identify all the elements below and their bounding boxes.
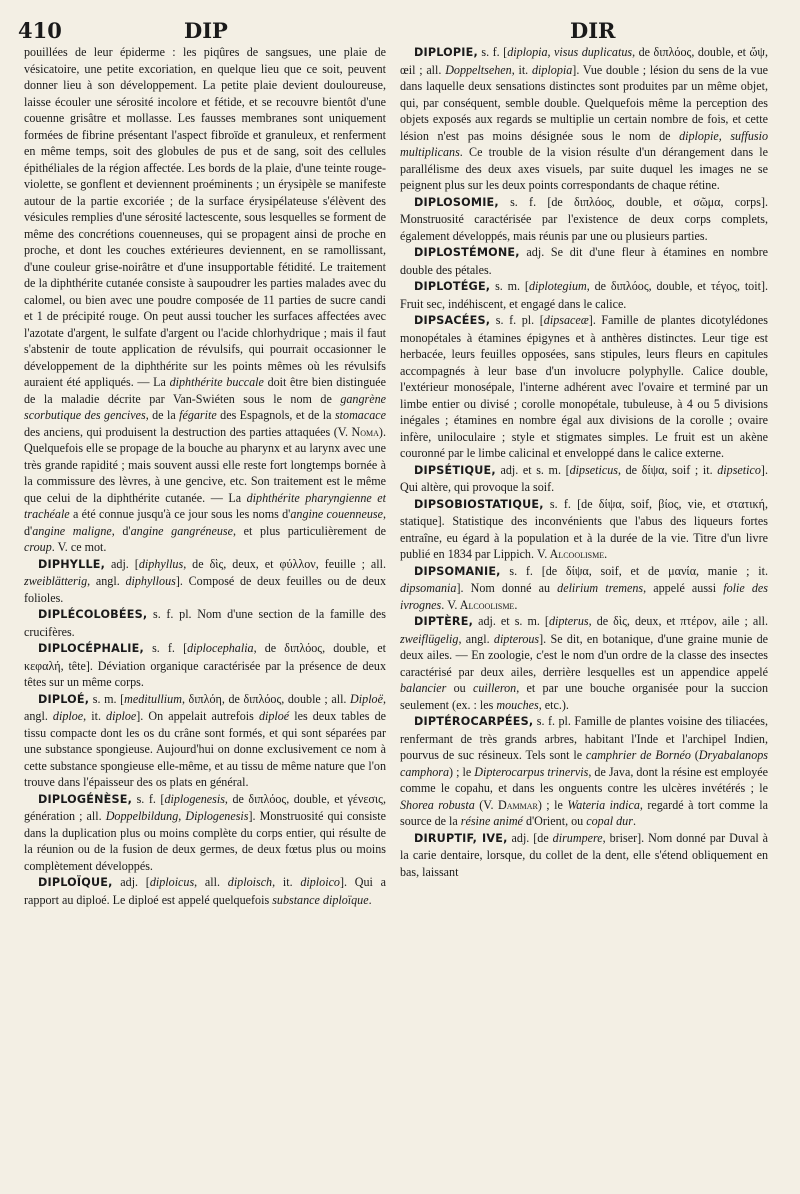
entry-diplosomie (400, 194, 768, 245)
entry-dipsomanie (400, 563, 768, 614)
headword: DIPLOTÉGE, (414, 280, 491, 293)
entry-dipsobiostatique (400, 496, 768, 563)
entry-text: ou (446, 681, 474, 695)
italic-term: diphthérite buccale (169, 375, 264, 389)
running-head-left: DIP (184, 18, 228, 43)
italic-term: Dryabalanops camphora (400, 748, 768, 779)
italic-term: delirium tremens (557, 581, 644, 595)
italic-term: balancier (400, 681, 447, 695)
entry-text: ]. Vue double ; lésion du sens de la vue dans laquelle deux sensations distinctes sont produites par un même objet, qui, par conséquent, semble double. Quelquefois même la perception des objets exposés aux regards se multiplie un certain nombre de fois, et cette lésion n'est pas moins désignée sous le nom de (400, 62, 768, 143)
italic-term: diploe (52, 709, 84, 723)
running-head-right: DIR (570, 18, 616, 43)
entry-text: ) ; le (449, 764, 475, 779)
headword: DIPLOSTÉMONE, (414, 246, 520, 259)
entry-text: , angl. (87, 574, 126, 588)
headword: DIPLOGÉNÈSE, (38, 792, 133, 806)
italic-term: diphyllus (138, 556, 184, 571)
italic-term: dirumpere (552, 830, 603, 845)
entry-text: s. f. [ (143, 641, 188, 655)
headword: DIPSOMANIE, (414, 564, 501, 578)
italic-term: copal dur (586, 814, 633, 828)
entry-text: , angl. (24, 691, 386, 723)
entry-text: ]. Famille de plantes dicotylédones monopétales à étamines épigynes et à anthères distinctes. Leur tige est herbacée, leurs feuilles opposées, sans stipules, leurs fleurs en capitules accompagnés à leur base d'un involucre polyphylle. Calice double, l'extérieur monosépale, l'interne adhérent avec l'ovaire et terminé par un limbe entier ou divisé ; corolle monopétale, tubuleuse, à 4 ou 5 divisions inégales ; étamines en nombre égal aux divisions de la corolle ; ovaire infère, uniloculaire ; style et stigmates simples. Le fruit est un akène couronné par le limbe calicinal et enveloppé dans le calice externe. (400, 313, 768, 460)
cross-reference: V. Alcoolisme (537, 547, 605, 561)
italic-term: angine gangréneuse (130, 523, 233, 538)
entry-text: , et par une bouche organisée pour la succion seulement (ex. : les (400, 681, 768, 712)
entry-text: des Espagnols, et de la (216, 408, 335, 422)
headword: DIPLOCÉPHALIE, (38, 642, 144, 655)
italic-term: diploé (258, 709, 290, 723)
italic-term: angine maligne (32, 523, 112, 538)
italic-term: Wateria indica (567, 797, 640, 812)
entry-diptere (400, 613, 768, 713)
entry-text: . V. ce mot. (51, 540, 107, 554)
entry-text: , de δὶς, deux, et φύλλον, feuille ; all. (183, 556, 386, 571)
entry-diruptif (400, 830, 768, 881)
entry-text: doit être bien distinguée de la maladie décrite par Van-Swiéten sous le nom de (24, 375, 386, 406)
entry-text: . Ce trouble de la vision résulte d'un dérangement dans le parallélisme des deux axes visuels, par suite duquel les images ne se peignent plus sur les deux points correspondants de chaque rétine. (400, 145, 768, 192)
headword: DIPLÉCOLOBÉES, (38, 608, 148, 621)
headword: DIRUPTIF, IVE, (414, 831, 508, 845)
entry-text: pouillées de leur épiderme : les piqûres de sangsues, une plaie de vésicatoire, une petite excoriation, en quelque lieu que ce soit, peuvent donner lieu à son développement. La petite plaie devient douloureuse, laisse écouler une sérosité incolore et fétide, et se recouvre bientôt d'une couenne grisâtre et mollasse. Les fausses membranes sont uniquement formées de fibrine présentant l'aspect fibroïde et granuleux, et renferment en même temps, soit des globules de pus et de sang, soit des cellules épithéliales de la région affectée. Les bords de la plaie, d'une teinte rouge-violette, se gonflent et deviennent proéminents ; un érysipèle se manifeste autour de la partie excoriée ; de la surface érysipélateuse s'élèvent des vésicules remplies d'une sérosité lactescente, sous lesquelles se forment de même des concrétions couenneuses, qui se propagent ainsi de proche en proche, et dont les couches extérieures deviennent, en se ramollissant, d'une couleur grise-noirâtre et d'une insupportable fétidité. Le traitement de la diphthérite cutanée consiste à saupoudrer les parties malades avec du calomel, ou bien avec une poudre composée de 11 parties de sucre candi et 1 de précipité rouge. On peut aussi toucher les surfaces affectées avec l'azotate d'argent, le sulfate d'argent ou l'acide chlorhydrique ; mais il faut s'abstenir de toute application de révulsifs, qui pourrait occasionner le développement de la diphthérite sur les points mêmes où les révulsifs auraient été appliqués. — La (24, 45, 386, 389)
italic-term: stomacace (334, 408, 386, 422)
italic-term: zweiblätterig (24, 574, 88, 588)
entry-text: s. f. [de δίψα, soif, et de μανία, manie ; it. (500, 563, 768, 578)
entry-text: des anciens, qui produisent la destruction des parties attaquées ( (24, 424, 338, 439)
entry-text: . (604, 547, 608, 561)
italic-term: diplopia (531, 62, 573, 77)
entry-text: ) ; le (537, 797, 568, 812)
headword: DIPLOÏQUE, (38, 876, 113, 889)
entry-text: , it. (272, 875, 301, 889)
entry-diploe (24, 691, 386, 791)
left-column (24, 44, 386, 1184)
italic-term: diplogenesis (164, 791, 225, 806)
cross-reference: V. Noma (337, 424, 379, 439)
entry-text: adj. et s. m. [ (473, 614, 549, 628)
entry-text: , angl. (458, 631, 494, 646)
entry-text: , et plus particulièrement de (232, 523, 386, 538)
entry-text: ]. Monstruosité qui consiste dans la duplication plus ou moins complète du corps entier, qui résulte de la réunion ou de la fusion de deux germes, de deux fœtus plus ou moins complètement développés. (24, 809, 386, 873)
italic-term: diploisch (227, 875, 273, 889)
entry-text: , διπλόη, de διπλόος, double ; all. (181, 691, 351, 706)
entry-text: ]. Nom donné au (456, 581, 558, 595)
cross-reference: V. Dammar (483, 797, 538, 812)
italic-term: dipterous (493, 631, 540, 646)
italic-term: résine animé (460, 814, 523, 828)
entry-text: , etc.). (538, 697, 569, 712)
entry-diplocephalie (24, 640, 386, 691)
entry-text: adj. Se dit d'une fleur à étamines en nombre double des pétales. (400, 245, 768, 277)
entry-text: ]. On appelait autrefois (136, 709, 259, 723)
entry-text: , de δίψα, soif ; it. (618, 462, 718, 477)
italic-term: dipsaceæ (543, 313, 589, 327)
entry-text: s. f. pl. Nom d'une section de la famille des crucifères. (24, 607, 386, 639)
continued-entry-diphtherite (24, 44, 386, 556)
right-column (400, 44, 768, 1184)
italic-term: dipseticus (569, 462, 618, 477)
italic-term: diplotegium (528, 279, 587, 293)
italic-term: fégarite (179, 408, 217, 422)
entry-dipterocarpees (400, 713, 768, 830)
entry-text: s. f. [ (477, 45, 508, 59)
entry-text: . (441, 597, 448, 612)
entry-text: , all. (194, 875, 228, 889)
headword: DIPSÉTIQUE, (414, 463, 496, 477)
italic-term: zweiflügelig (400, 631, 459, 646)
italic-term: diplocephalia (187, 641, 254, 655)
italic-term: Doppelbildung, Diplogenesis (105, 809, 249, 823)
entry-text: s. f. [de διπλόος, double, et σῶμα, corps]. Monstruosité caractérisée par l'existence de deux corps complets, également développés, mais réunis par une ou plusieurs parties. (400, 194, 768, 243)
entry-text: , de δὶς, deux, et πτέρον, aile ; all. (588, 614, 768, 628)
italic-term: gangrène scorbutique des gencives (24, 391, 386, 422)
headword: DIPLOSOMIE, (414, 195, 499, 209)
entry-text: , de διπλόος, double, et γένεσις, génération ; all. (24, 791, 386, 823)
entry-diplecolobees (24, 606, 386, 640)
italic-term: camphrier de Bornéo (585, 748, 691, 762)
italic-term: folie des ivrognes (400, 581, 768, 612)
italic-term: diploe (106, 709, 137, 723)
entry-text: s. f. pl. Famille de plantes voisine des tiliacées, renfermant de très grands arbres, habitant l'Inde et l'archipel Indien, pourvus de suc résineux. Tels sont le (400, 714, 768, 762)
entry-text: ]. Composé de deux feuilles ou de deux folioles. (24, 574, 386, 605)
headword: DIPHYLLE, (38, 557, 106, 571)
entry-dipsacees (400, 312, 768, 462)
entry-text: adj. et s. m. [ (495, 462, 570, 477)
headword: DIPTÉROCARPÉES, (414, 715, 534, 728)
entry-text: s. m. [ (89, 691, 125, 706)
entry-text: , de διπλόος, double, et ὤψ, œil ; all. (400, 45, 768, 77)
italic-term: substance diploïque (272, 892, 369, 907)
entry-text: , regardé à tort comme la source de la (400, 797, 768, 828)
headword: DIPSACÉES, (414, 314, 491, 327)
entry-diploique (24, 874, 386, 908)
italic-term: Diploë (350, 691, 383, 706)
entry-text: , it. (511, 62, 532, 77)
entry-text: s. f. pl. [ (490, 313, 544, 327)
entry-text: ( (474, 797, 484, 812)
cross-reference: V. Alcoolisme (447, 597, 515, 612)
entry-text: les deux tables de tissu compacte dont les os du crâne sont formés, et qui sont séparées par une substance spongieuse. Aujourd'hui on donne exclusivement ce nom à cette substance spongieuse elle-même, et au tissu de même nature que l'on trouve dans l'épaisseur des os plats en général. (24, 709, 386, 789)
entry-dipsetique (400, 462, 768, 496)
italic-term: dipsetico (717, 462, 761, 477)
entry-text: ). Quelquefois elle se propage de la bouche au pharynx et au larynx avec une très grande rapidité ; mais souvent aussi elle reste fort longtemps bornée à la commissure des lèvres, à une gencive, etc. Son traitement est le même que celui de la diphthérite cutanée. — La (24, 424, 386, 505)
italic-term: Dipterocarpus trinervis (474, 764, 589, 779)
entry-text: , briser]. Nom donné par Duval à la carie dentaire, lorsque, du collet de la dent, elle s'étend obliquement en bas, laissant (400, 830, 768, 879)
headword: DIPTÈRE, (414, 615, 474, 628)
entry-text: d'Orient, ou (522, 814, 587, 828)
entry-text: , de διπλόος, double, et κεφαλή, tête]. Déviation organique caractérisée par la présence de deux têtes sur un même corps. (24, 641, 386, 689)
entry-text: adj. [ (112, 875, 150, 889)
italic-term: Shorea robusta (400, 797, 475, 812)
entry-text: s. f. [ (132, 791, 165, 806)
italic-term: cuilleron (473, 681, 517, 695)
entry-text: ( (690, 748, 699, 762)
italic-term: diploico (300, 875, 340, 889)
entry-text: . (514, 597, 518, 612)
italic-term: diphyllous (125, 574, 176, 588)
entry-text: , d' (111, 523, 131, 538)
entry-diplostemone (400, 244, 768, 278)
entry-text: , de διπλόος, double, et τέγος, toit]. Fruit sec, indéhiscent, et engagé dans le calice. (400, 279, 768, 311)
italic-term: diploicus (149, 875, 195, 889)
entry-text: ]. Se dit, en botanique, d'une graine munie de deux ailes. — En zoologie, c'est le nom d'un ordre de la classe des insectes caractérisé par deux ailes, derrière lesquelles est un appendice appelé (400, 631, 768, 679)
entry-text: s. m. [ (490, 279, 529, 293)
entry-diplopie (400, 44, 768, 194)
entry-diphylle (24, 556, 386, 607)
entry-text: ]. Qui altère, qui provoque la soif. (400, 462, 768, 494)
entry-text: , it. (83, 709, 107, 723)
italic-term: dipterus (548, 614, 589, 628)
headword: DIPSOBIOSTATIQUE, (414, 497, 544, 511)
italic-term: diphthérite pharyngienne et trachéale (24, 490, 386, 521)
italic-term: meditullium (124, 691, 182, 706)
entry-text: a été connue jusqu'à ce jour sous les noms d' (69, 507, 291, 521)
entry-text: , de Java, dont la résine est employée comme le copahu, et dans les onguents contre les ulcères invétérés ; le (400, 764, 768, 795)
italic-term: Doppeltsehen (445, 62, 512, 77)
italic-term: diplopia, visus duplicatus (507, 45, 633, 59)
entry-text: . (632, 814, 636, 828)
italic-term: mouches (496, 697, 539, 712)
entry-text: adj. [de (507, 830, 553, 845)
headword: DIPLOÉ, (38, 692, 90, 706)
headword: DIPLOPIE, (414, 46, 478, 59)
italic-term: diplopie, suffusio multiplicans (400, 128, 768, 159)
entry-text: ]. Qui a rapport au diploé. Le diploé est appelé quelquefois (24, 875, 386, 907)
entry-text: s. f. [de δίψα, soif, βίος, vie, et στατική, statique]. Statistique des inconvénients que l'abus des liqueurs fortes entraîne, eu égard à la population et à la durée de la vie. Titre d'un livre publié en 1834 par Lippich. (400, 496, 768, 561)
entry-diplogenese (24, 791, 386, 875)
page-number: 410 (18, 18, 62, 43)
italic-term: croup (24, 540, 52, 554)
entry-text: , d' (24, 507, 386, 538)
italic-term: angine couenneuse (290, 507, 383, 521)
entry-text: . (368, 892, 372, 907)
entry-text: adj. [ (105, 556, 139, 571)
italic-term: dipsomania (400, 581, 457, 595)
entry-text: , de la (145, 408, 180, 422)
entry-diplotege (400, 278, 768, 312)
entry-text: , appelé aussi (643, 581, 724, 595)
